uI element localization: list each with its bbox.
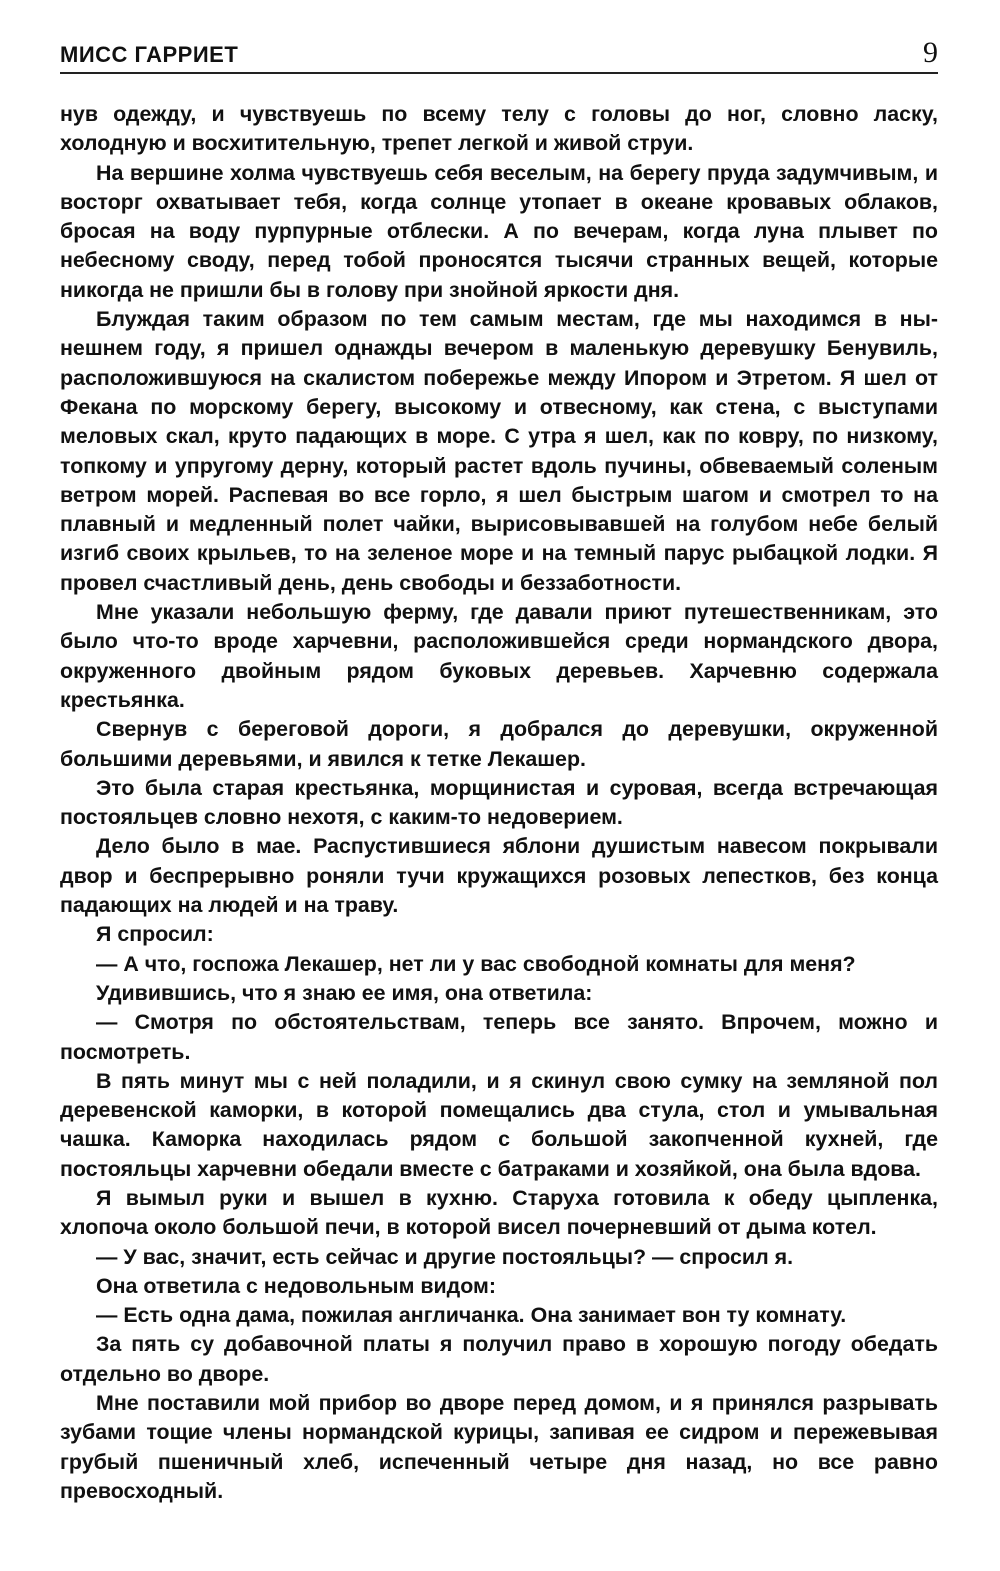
running-title: МИСС ГАРРИЕТ	[60, 42, 239, 67]
paragraph-10: Удивившись, что я знаю ее имя, она ответила:	[96, 980, 593, 1005]
paragraph-3: Блуждая таким образом по тем самым местам, где мы находимся в нынешнем году, я пришел однажды вечером в маленькую деревушку Бенувиль, расположившуюся на скалистом побережье между Ипором и Этретом. Я шел от Фекана по морскому берегу, высокому и отвесному, как стена, с выступами меловых скал, круто падающих в море. С утра я шел, как по ковру, по низкому, топкому и упругому дерну, который растет вдоль пучины, обвеваемый соленым ветром морей. Распевая во все горло, я шел быстрым шагом и смотрел то на плавный и медленный полет чайки, вырисовывавшей на голубом небе белый изгиб своих крыльев, то на зеленое море и на темный парус рыбацкой лодки. Я провел счастливый день, день свободы и беззаботности.	[60, 307, 938, 595]
body-text	[60, 100, 938, 1506]
paragraph-15: Она ответила с недовольным видом:	[96, 1273, 496, 1298]
paragraph-5: Свернув с береговой дороги, я добрался до деревушки, окруженной большими деревьями, и явился к тетке Лекашер.	[60, 717, 938, 771]
paragraph-17: За пять су добавочной платы я получил право в хорошую погоду обедать отдельно во дворе.	[60, 1332, 938, 1386]
paragraph-11: — Смотря по обстоятельствам, теперь все занято. Впрочем, можно и посмотреть.	[60, 1010, 938, 1064]
paragraph-4: Мне указали небольшую ферму, где давали приют путешественникам, это было что-то вроде харчевни, расположившейся среди нормандского двора, окруженного двойным рядом буковых деревьев. Харчевню содержала крестьянка.	[60, 600, 938, 712]
paragraph-12: В пять минут мы с ней поладили, и я скинул свою сумку на земляной пол деревенской каморки, в которой помещались два стула, стол и умывальная чашка. Каморка находилась рядом с большой закопченной кухней, где постояльцы харчевни обедали вместе с батраками и хозяйкой, она была вдова.	[60, 1068, 938, 1181]
running-header	[60, 34, 938, 74]
paragraph-16: — Есть одна дама, пожилая англичанка. Она занимает вон ту комнату.	[96, 1303, 847, 1328]
paragraph-6: Это была старая крестьянка, морщинистая и суровая, всегда встречающая постояльцев словно нехотя, с каким-то недоверием.	[60, 775, 938, 830]
paragraph-1: нув одежду, и чувствуешь по всему телу с головы до ног, словно ласку, холодную и восхитительную, трепет легкой и живой струи.	[60, 102, 938, 156]
paragraph-13: Я вымыл руки и вышел в кухню. Старуха готовила к обеду цыпленка, хлопоча около большой печи, в которой висел почерневший от дыма котел.	[60, 1185, 938, 1240]
paragraph-18: Мне поставили мой прибор во дворе перед домом, и я принялся разрывать зубами тощие члены нормандской курицы, запивая ее сидром и пережевывая грубый пшеничный хлеб, испеченный четыре дня назад, но все равно превосходный.	[60, 1391, 938, 1503]
paragraph-14: — У вас, значит, есть сейчас и другие постояльцы? — спросил я.	[96, 1244, 794, 1269]
paragraph-2: На вершине холма чувствуешь себя веселым, на берегу пруда задумчивым, и восторг охватывает тебя, когда солнце утопает в океане кровавых облаков, бросая на воду пурпурные отблески. А по вечерам, когда луна плывет по небесному своду, перед тобой проносятся тысячи странных вещей, которые никогда не пришли бы в голову при знойной яркости дня.	[60, 160, 938, 302]
paragraph-7: Дело было в мае. Распустившиеся яблони душистым навесом покрывали двор и беспрерывно роняли тучи кружащихся розовых лепестков, без конца падающих на людей и на траву.	[60, 834, 938, 918]
page-number: 9	[923, 36, 938, 69]
paragraph-9: — А что, госпожа Лекашер, нет ли у вас свободной комнаты для меня?	[96, 951, 856, 976]
paragraph-8: Я спросил:	[96, 922, 214, 947]
